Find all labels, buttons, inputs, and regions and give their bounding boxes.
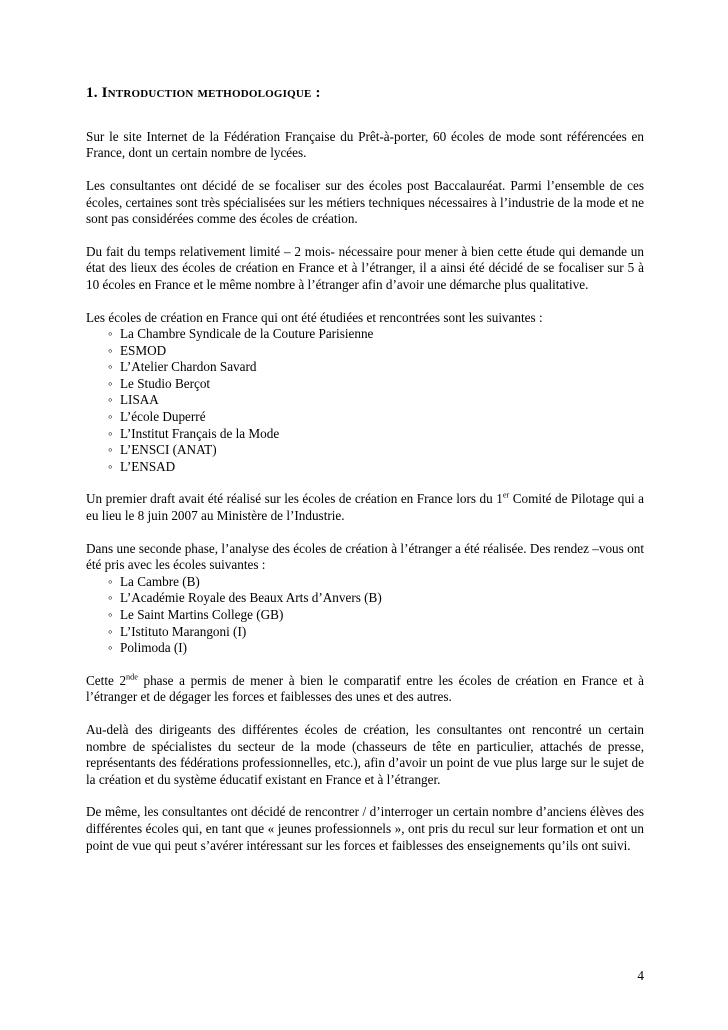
list-item: ◦ Le Studio Berçot <box>86 376 644 393</box>
list-item: ◦ L’Istituto Marangoni (I) <box>86 624 644 641</box>
paragraph-first-draft <box>86 491 644 524</box>
section-title-text: Introduction methodologique : <box>101 85 321 101</box>
paragraph-focus-post-bac: Les consultantes ont décidé de se focaliser sur des écoles post Baccalauréat. Parmi l’ensemble de ces écoles, certaines sont très spécialisées sur les métiers techniques nécessaires à l’industrie de la mode et ne sont pas considérées comme des écoles de création. <box>86 177 644 227</box>
section-number: 1. <box>86 85 98 101</box>
ordinal-superscript-er: er <box>502 491 510 501</box>
list-item: ◦ L’Atelier Chardon Savard <box>86 359 644 376</box>
list-item: ◦ La Cambre (B) <box>86 574 644 591</box>
list-item: ◦ La Chambre Syndicale de la Couture Parisienne <box>86 326 644 343</box>
paragraph-specialists: Au-delà des dirigeants des différentes écoles de création, les consultantes ont rencontré un certain nombre de spécialistes du secteur de la mode (chasseurs de tête en particulier, attachés de presse, représentants des fédérations professionnelles, etc.), afin d’avoir un point de vue plus large sur le sujet de la création et du système éducatif existant en France et à l’étranger. <box>86 721 644 787</box>
list-item: ◦ LISAA <box>86 392 644 409</box>
ordinal-superscript-nde: nde <box>126 672 138 682</box>
document-body <box>86 84 644 870</box>
list-foreign-schools <box>86 574 644 657</box>
list-item: ◦ L’ENSCI (ANAT) <box>86 442 644 459</box>
paragraph-second-phase <box>86 673 644 706</box>
list-item: ◦ L’école Duperré <box>86 409 644 426</box>
page-title <box>86 84 644 103</box>
paragraph-second-phase-text-b: phase a permis de mener à bien le comparatif entre les écoles de création en France et à l’étranger et de dégager les forces et faiblesses des unes et des autres. <box>86 672 644 705</box>
list-item: ◦ Polimoda (I) <box>86 640 644 657</box>
paragraph-foreign-schools-lead: Dans une seconde phase, l’analyse des écoles de création à l’étranger a été réalisée. Des rendez –vous ont été pris avec les écoles suivantes : <box>86 540 644 573</box>
list-item: ◦ L’ENSAD <box>86 459 644 476</box>
page-number: 4 <box>637 968 644 983</box>
list-item: ◦ L’Institut Français de la Mode <box>86 426 644 443</box>
paragraph-france-schools-lead: Les écoles de création en France qui ont été étudiées et rencontrées sont les suivantes : <box>86 309 543 325</box>
paragraph-alumni: De même, les consultantes ont décidé de rencontrer / d’interroger un certain nombre d’anciens élèves des différentes écoles qui, en tant que « jeunes professionnels », ont pris du recul sur leur formation et ont un point de vue qui peut s’avérer intéressant sur les forces et faiblesses des enseignements qu’ils ont suivi. <box>86 804 644 853</box>
list-item: ◦ Le Saint Martins College (GB) <box>86 607 644 624</box>
paragraph-time-constraints: Du fait du temps relativement limité – 2 mois- nécessaire pour mener à bien cette étude qui demande un état des lieux des écoles de création en France et à l’étranger, il a ainsi été décidé de se focaliser sur 5 à 10 écoles en France et le même nombre à l’étranger afin d’avoir une démarche plus qualitative. <box>86 243 644 292</box>
list-france-schools <box>86 326 644 475</box>
paragraph-second-phase-text-a: Cette 2 <box>86 672 127 688</box>
paragraph-intro-websites: Sur le site Internet de la Fédération Française du Prêt-à-porter, 60 écoles de mode sont référencées en France, dont un certain nombre de lycées. <box>86 128 644 161</box>
list-item: ◦ L’Académie Royale des Beaux Arts d’Anvers (B) <box>86 590 644 607</box>
paragraph-first-draft-text-a: Un premier draft avait été réalisé sur les écoles de création en France lors du 1 <box>86 491 503 507</box>
list-item: ◦ ESMOD <box>86 343 644 360</box>
paragraph-first-draft-text-b: Comité de Pilotage qui a eu lieu le 8 juin 2007 au Ministère de l’Industrie. <box>86 491 644 524</box>
